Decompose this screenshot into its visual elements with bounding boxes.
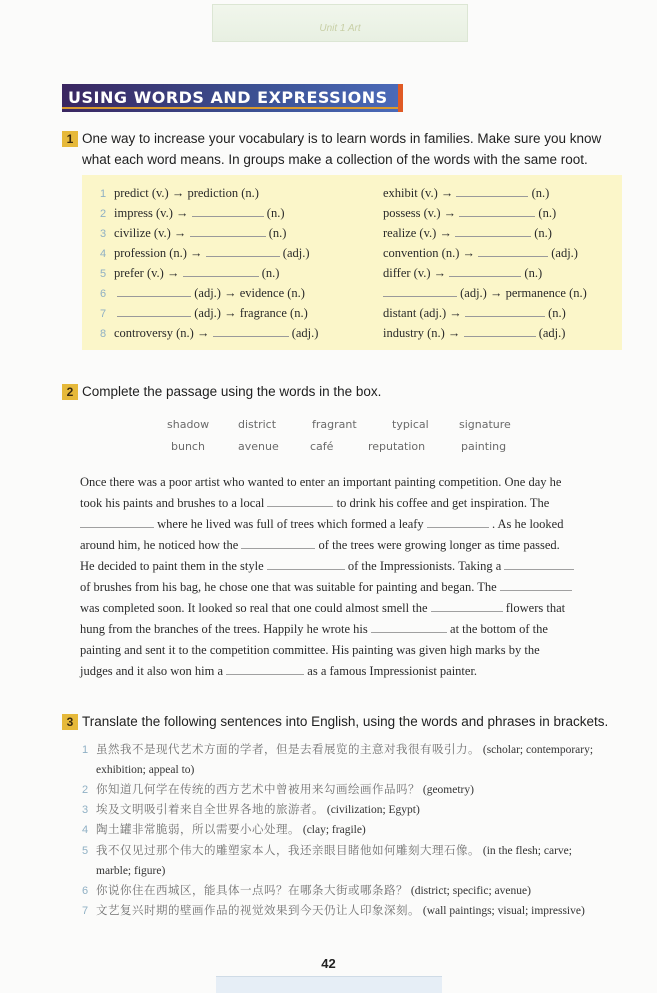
section-banner xyxy=(62,84,403,112)
word-row-left-1: 1 predict (v.) → prediction (n.) xyxy=(100,186,259,200)
passage-blank[interactable] xyxy=(267,557,345,570)
word-box-word: fragrant xyxy=(312,418,357,431)
word-row-left-6: 6 (adj.) → evidence (n.) xyxy=(100,286,305,300)
translation-item-4: 4 陶土罐非常脆弱，所以需要小心处理。 (clay; fragile) xyxy=(82,824,366,836)
translation-item-5: 5 我不仅见过那个伟大的雕塑家本人，我还亲眼目睹他如何雕刻大理石像。 (in the flesh; carve; xyxy=(82,845,572,857)
word-row-left-3: 3 civilize (v.) → (n.) xyxy=(100,226,287,240)
unit-header-tab xyxy=(212,4,468,42)
word-row-left-7: 7 (adj.) → fragrance (n.) xyxy=(100,306,308,320)
answer-blank[interactable] xyxy=(449,266,521,277)
passage-blank[interactable] xyxy=(80,515,154,528)
answer-blank[interactable] xyxy=(183,266,259,277)
word-box-word: typical xyxy=(392,418,429,431)
word-box-word: avenue xyxy=(238,440,279,453)
answer-blank[interactable] xyxy=(117,306,191,317)
answer-blank[interactable] xyxy=(206,246,280,257)
page-number: 42 xyxy=(321,956,336,971)
translation-item-6: 6 你说你住在西城区，能具体一点吗？在哪条大街或哪条路？ (district; specific; avenue) xyxy=(82,885,531,897)
passage-blank[interactable] xyxy=(241,536,315,549)
unit-label: Unit 1 Art xyxy=(319,23,361,34)
answer-blank[interactable] xyxy=(455,226,531,237)
translation-item-2: 2 你知道几何学在传统的西方艺术中曾被用来勾画绘画作品吗？ (geometry) xyxy=(82,784,474,796)
word-row-left-2: 2 impress (v.) → (n.) xyxy=(100,206,285,220)
banner-underline xyxy=(62,107,398,109)
section-title: USING WORDS AND EXPRESSIONS xyxy=(68,88,388,107)
passage-line: took his paints and brushes to a local to drink his coffee and get inspiration. The xyxy=(80,496,550,510)
word-box-word: painting xyxy=(461,440,507,453)
passage-line: judges and it also won him a as a famous Impressionist painter. xyxy=(80,664,478,678)
passage-line: He decided to paint them in the style of the Impressionists. Taking a xyxy=(80,556,622,577)
passage-blank[interactable] xyxy=(371,620,447,633)
answer-blank[interactable] xyxy=(117,286,191,297)
word-row-left-8: 8 controversy (n.) → (adj.) xyxy=(100,326,319,340)
passage-line: where he lived was full of trees which formed a leafy . As he looked xyxy=(80,514,622,535)
passage-blank[interactable] xyxy=(427,515,489,528)
passage-line: hung from the branches of the trees. Happily he wrote his at the bottom of the xyxy=(80,622,548,636)
answer-blank[interactable] xyxy=(464,326,536,337)
word-box-word: bunch xyxy=(171,440,205,453)
fill-in-passage xyxy=(80,472,622,682)
question-2-instruction: Complete the passage using the words in the box. xyxy=(82,384,382,399)
question-1-line-1: One way to increase your vocabulary is to learn words in families. Make sure you know xyxy=(82,131,602,146)
passage-blank[interactable] xyxy=(431,599,503,612)
passage-line: was completed soon. It looked so real that one could almost smell the flowers that xyxy=(80,601,566,615)
translation-item-7: 7 文艺复兴时期的壁画作品的视觉效果到今天仍让人印象深刻。 (wall paintings; visual; impressive) xyxy=(82,905,585,917)
word-box-word: shadow xyxy=(167,418,210,431)
translation-item-3: 3 埃及文明吸引着来自全世界各地的旅游者。 (civilization; Egypt) xyxy=(82,804,420,816)
word-row-right-7: distant (adj.) → (n.) xyxy=(383,306,566,320)
passage-line: of brushes from his bag, he chose one that was suitable for painting and began. The xyxy=(80,577,622,598)
answer-blank[interactable] xyxy=(213,326,289,337)
answer-blank[interactable] xyxy=(478,246,548,257)
passage-line: around him, he noticed how the of the trees were growing longer as time passed. xyxy=(80,538,560,552)
word-row-right-3: realize (v.) → (n.) xyxy=(383,226,552,240)
word-box-word: reputation xyxy=(368,440,426,453)
question-2-number: 2 xyxy=(62,384,78,400)
question-1-number: 1 xyxy=(62,131,78,147)
answer-blank[interactable] xyxy=(459,206,535,217)
footer-bar xyxy=(216,976,442,993)
answer-blank[interactable] xyxy=(465,306,545,317)
question-3-number: 3 xyxy=(62,714,78,730)
passage-line: painting and sent it to the competition committee. His painting was given high marks by the xyxy=(80,643,540,657)
word-row-right-5: differ (v.) → (n.) xyxy=(383,266,543,280)
word-box-word: district xyxy=(238,418,277,431)
translation-item-5-cont: marble; figure) xyxy=(96,865,166,877)
word-row-right-6: (adj.) → permanence (n.) xyxy=(383,286,587,301)
passage-blank[interactable] xyxy=(267,494,333,507)
passage-blank[interactable] xyxy=(504,557,574,570)
word-family-box xyxy=(82,175,622,350)
answer-blank[interactable] xyxy=(456,186,528,197)
answer-blank[interactable] xyxy=(383,286,457,297)
passage-blank[interactable] xyxy=(226,662,304,675)
word-row-right-8: industry (n.) → (adj.) xyxy=(383,326,566,340)
passage-line: Once there was a poor artist who wanted to enter an important painting competition. One day he xyxy=(80,475,562,489)
question-1-line-2: what each word means. In groups make a collection of the words with the same root. xyxy=(82,152,588,167)
word-row-right-2: possess (v.) → (n.) xyxy=(383,206,557,220)
word-row-left-5: 5 prefer (v.) → (n.) xyxy=(100,266,280,280)
word-box-word: café xyxy=(310,440,334,453)
answer-blank[interactable] xyxy=(192,206,264,217)
question-3-instruction: Translate the following sentences into English, using the words and phrases in brackets. xyxy=(82,714,609,729)
answer-blank[interactable] xyxy=(190,226,266,237)
translation-item-1: 1 虽然我不是现代艺术方面的学者，但是去看展览的主意对我很有吸引力。 (scholar; contemporary; xyxy=(82,744,594,756)
translation-item-1-cont: exhibition; appeal to) xyxy=(96,764,195,776)
word-box-word: signature xyxy=(459,418,511,431)
passage-blank[interactable] xyxy=(500,578,572,591)
word-row-right-1: exhibit (v.) → (n.) xyxy=(383,186,550,200)
word-row-right-4: convention (n.) → (adj.) xyxy=(383,246,578,260)
word-row-left-4: 4 profession (n.) → (adj.) xyxy=(100,246,310,260)
